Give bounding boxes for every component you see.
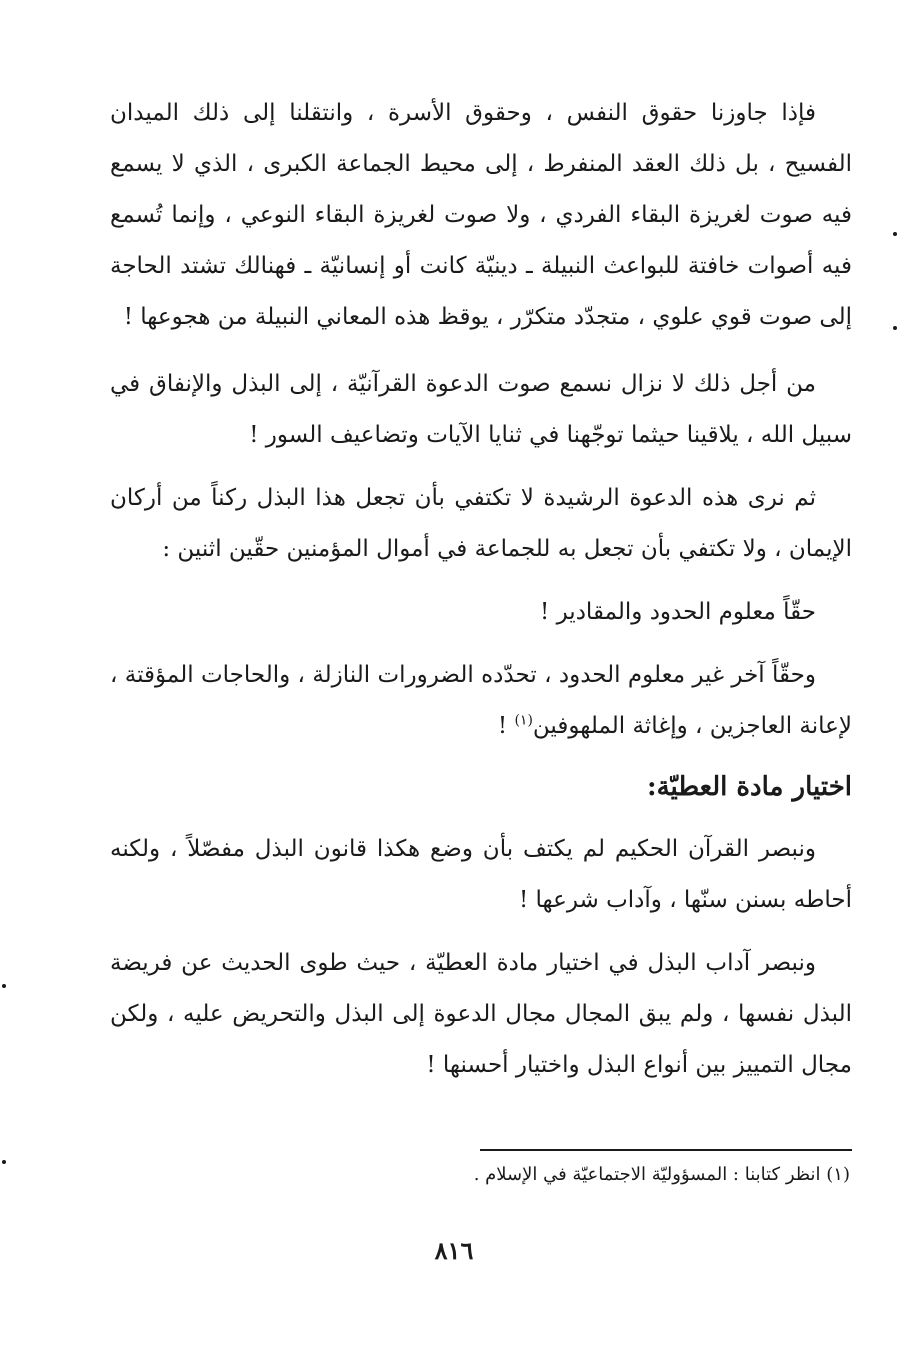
paragraph-3: ثم نرى هذه الدعوة الرشيدة لا تكتفي بأن تجعل هذا البذل ركناً من أركان الإيمان ، ولا تكتفي بأن تجعل به للجماعة في أموال المؤمنين حقّين اثنين : (110, 485, 852, 562)
scan-edge-mark (893, 326, 897, 330)
paragraph-5 (110, 650, 852, 752)
paragraph-5-text: وحقّاً آخر غير معلوم الحدود ، تحدّده الضرورات النازلة ، والحاجات المؤقتة ، لإعانة العاجزين ، وإغاثة الملهوفين (110, 662, 852, 739)
section-heading: اختيار مادة العطيّة: (646, 772, 852, 802)
scan-edge-mark (2, 984, 6, 988)
footnote-divider (480, 1149, 852, 1151)
paragraph-2: من أجل ذلك لا نزال نسمع صوت الدعوة القرآنيّة ، إلى البذل والإنفاق في سبيل الله ، يلاقينا حيثما توجّهنا في ثنايا الآيات وتضاعيف السور ! (110, 371, 852, 448)
footnote-text: (١) انظر كتابنا : المسؤوليّة الاجتماعيّة في الإسلام . (473, 1164, 850, 1185)
page-number: ٨١٦ (434, 1236, 474, 1265)
page-body (110, 88, 852, 1103)
paragraph-6: ونبصر القرآن الحكيم لم يكتف بأن وضع هكذا قانون البذل مفصّلاً ، ولكنه أحاطه بسنن سنّها ، وآداب شرعها ! (110, 836, 852, 913)
paragraph-5-end: ! (497, 713, 515, 739)
paragraph-4: حقّاً معلوم الحدود والمقادير ! (540, 599, 816, 625)
paragraph-1: فإذا جاوزنا حقوق النفس ، وحقوق الأسرة ، وانتقلنا إلى ذلك الميدان الفسيح ، بل ذلك العقد المنفرط ، إلى محيط الجماعة الكبرى ، الذي لا يسمع فيه صوت لغريزة البقاء الفردي ، ولا صوت لغريزة البقاء النوعي ، وإنما تُسمع فيه أصوات خافتة للبواعث النبيلة ـ دينيّة كانت أو إنسانيّة ـ فهنالك تشتد الحاجة إلى صوت قوي علوي ، متجدّد متكرّر ، يوقظ هذه المعاني النبيلة من هجوعها ! (110, 100, 852, 330)
scan-edge-mark (2, 1160, 6, 1164)
paragraph-7: ونبصر آداب البذل في اختيار مادة العطيّة ، حيث طوى الحديث عن فريضة البذل نفسها ، ولم يبق المجال مجال الدعوة إلى البذل والتحريض عليه ، ولكن مجال التمييز بين أنواع البذل واختيار أحسنها ! (110, 950, 852, 1078)
scan-edge-mark (893, 232, 897, 236)
footnote-reference[interactable]: (١) (514, 712, 533, 729)
